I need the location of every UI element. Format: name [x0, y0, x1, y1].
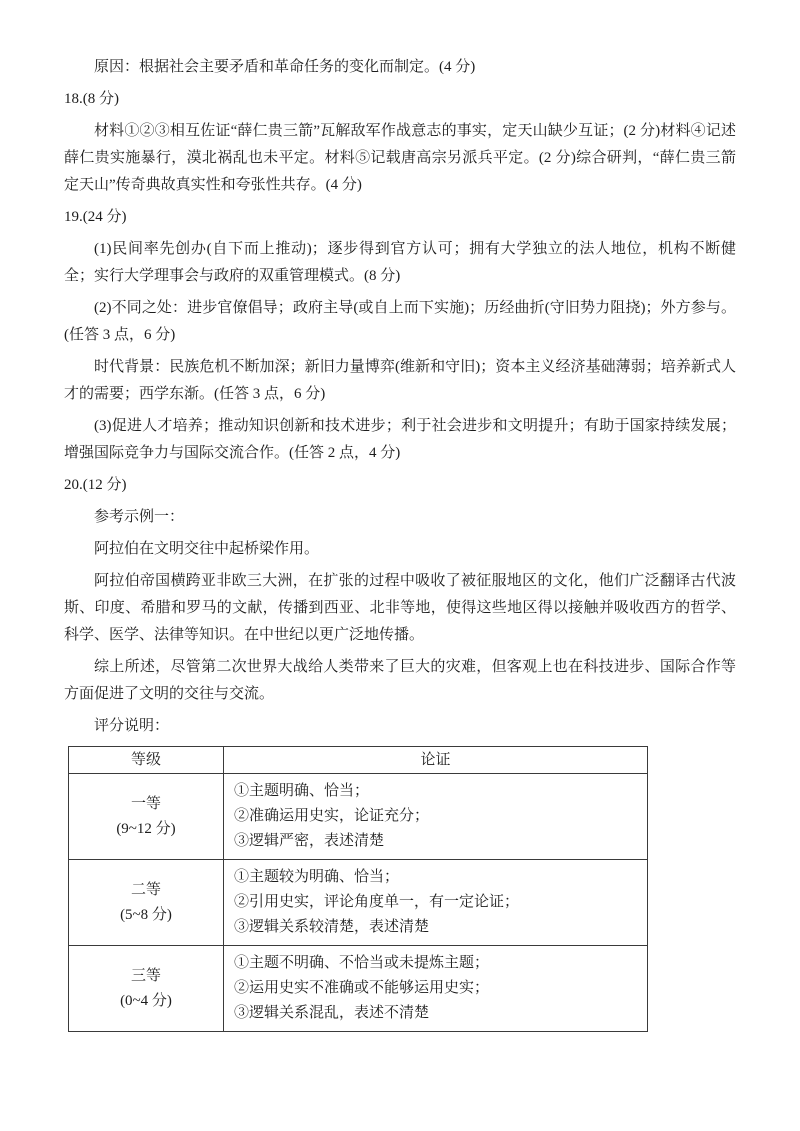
answer-reason: 原因：根据社会主要矛盾和革命任务的变化而制定。(4 分)	[94, 59, 476, 75]
question-18-answer: 材料①②③相互佐证“薛仁贵三箭”瓦解敌军作战意志的事实，定天山缺少互证；(2 分)材料④记述薛仁贵实施暴行，漠北祸乱也未平定。材料⑤记载唐高宗另派兵平定。(2 分)综合研判，“薛仁贵三箭定天山”传奇典故真实性和夸张性共存。(4 分)	[64, 123, 736, 193]
criteria-cell-third	[224, 946, 648, 1032]
scoring-table	[68, 746, 648, 1032]
grade-label: 一等	[130, 795, 161, 812]
criteria-cell-first	[224, 774, 648, 860]
criteria-line: ③逻辑关系混乱，表述不清楚	[234, 1005, 430, 1021]
grade-cell-first	[69, 774, 224, 860]
question-19-answer-3: (3)促进人才培养；推动知识创新和技术进步；利于社会进步和文明提升；有助于国家持续发展；增强国际竞争力与国际交流合作。(任答 2 点，4 分)	[64, 418, 736, 461]
table-row	[69, 860, 648, 946]
criteria-line: ②引用史实，评论角度单一，有一定论证；	[234, 894, 520, 910]
question-20-conclusion: 综上所述，尽管第二次世界大战给人类带来了巨大的灾难，但客观上也在科技进步、国际合作等方面促进了文明的交往与交流。	[64, 659, 736, 702]
grade-range: (5~8 分)	[120, 906, 172, 923]
grade-label: 三等	[130, 967, 161, 984]
question-19-answer-1: (1)民间率先创办(自下而上推动)；逐步得到官方认可；拥有大学独立的法人地位，机构不断健全；实行大学理事会与政府的双重管理模式。(8 分)	[64, 241, 736, 284]
grade-range: (0~4 分)	[120, 992, 172, 1009]
criteria-line: ①主题不明确、不恰当或未提炼主题；	[234, 955, 490, 971]
scoring-note-label: 评分说明：	[94, 718, 170, 734]
grade-cell-second	[69, 860, 224, 946]
table-header-row	[69, 747, 648, 774]
criteria-column-header: 论证	[224, 747, 648, 774]
criteria-line: ③逻辑关系较清楚，表述清楚	[234, 919, 430, 935]
question-20-thesis: 阿拉伯在文明交往中起桥梁作用。	[94, 541, 320, 557]
criteria-cell-second	[224, 860, 648, 946]
grade-cell-third	[69, 946, 224, 1032]
question-20-body: 阿拉伯帝国横跨亚非欧三大洲，在扩张的过程中吸收了被征服地区的文化，他们广泛翻译古代波斯、印度、希腊和罗马的文献，传播到西亚、北非等地，使得这些地区得以接触并吸收西方的哲学、科学、医学、法律等知识。在中世纪以更广泛地传播。	[64, 573, 736, 643]
grade-label: 二等	[130, 881, 161, 898]
question-19-answer-2: (2)不同之处：进步官僚倡导；政府主导(或自上而下实施)；历经曲折(守旧势力阻挠)；外方参与。(任答 3 点，6 分)	[64, 300, 736, 343]
question-20-example-label: 参考示例一：	[94, 509, 185, 525]
question-20-header: 20.(12 分)	[64, 477, 127, 493]
grade-range: (9~12 分)	[116, 820, 176, 837]
criteria-line: ②准确运用史实，论证充分；	[234, 808, 430, 824]
criteria-line: ③逻辑严密，表述清楚	[234, 833, 385, 849]
grade-column-header: 等级	[69, 747, 224, 774]
table-row	[69, 774, 648, 860]
criteria-line: ①主题较为明确、恰当；	[234, 869, 400, 885]
table-row	[69, 946, 648, 1032]
question-19-background: 时代背景：民族危机不断加深；新旧力量博弈(维新和守旧)；资本主义经济基础薄弱；培养新式人才的需要；西学东渐。(任答 3 点，6 分)	[64, 359, 736, 402]
question-19-header: 19.(24 分)	[64, 209, 127, 225]
criteria-line: ②运用史实不准确或不能够运用史实；	[234, 980, 490, 996]
criteria-line: ①主题明确、恰当；	[234, 783, 370, 799]
question-18-header: 18.(8 分)	[64, 91, 119, 107]
